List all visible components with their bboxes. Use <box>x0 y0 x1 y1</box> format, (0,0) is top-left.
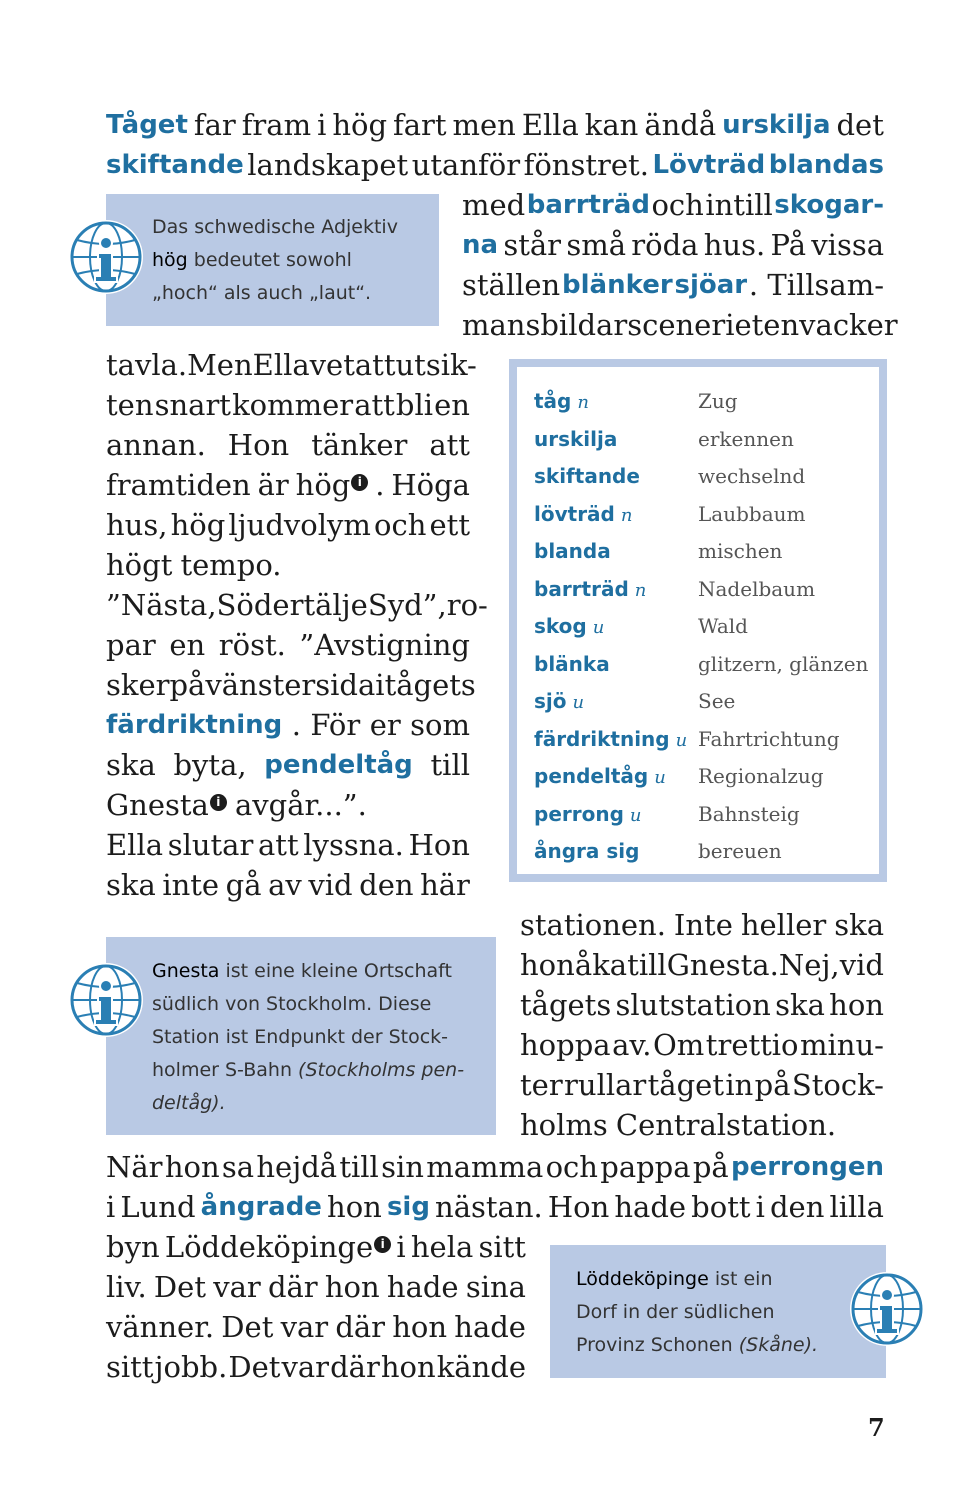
word: bott <box>691 1190 751 1224</box>
body-line <box>106 345 477 385</box>
body-line <box>106 1267 526 1307</box>
vocab-word <box>534 533 611 569</box>
word: framtiden <box>106 468 251 502</box>
body-line <box>462 185 884 225</box>
info-line <box>152 277 398 310</box>
vocab-translation: Fahrtrichtung <box>698 726 840 751</box>
word: intill <box>705 188 773 222</box>
vocab-translation: erkennen <box>698 426 794 451</box>
word: hela <box>410 1230 474 1264</box>
word: står <box>503 228 562 262</box>
info-text-gnesta <box>152 955 464 1120</box>
word: Det <box>228 1350 281 1384</box>
body-line <box>106 1187 884 1227</box>
vocab-keyword: ångrade <box>200 1192 322 1222</box>
word: där <box>267 1270 318 1304</box>
vocab-word-text: pendeltåg <box>534 764 649 788</box>
word: att <box>354 348 396 382</box>
body-line <box>106 705 470 745</box>
word: hon <box>324 1270 380 1304</box>
word: här <box>420 868 470 902</box>
word: inte <box>162 868 220 902</box>
word: ter <box>520 1068 563 1102</box>
word: Syd”, <box>367 588 447 622</box>
vocab-translation: See <box>698 689 736 713</box>
word: vid <box>839 948 884 982</box>
vocab-translation: glitzern, glänzen <box>698 651 869 676</box>
word: i <box>375 668 385 702</box>
word: tänker <box>311 428 408 462</box>
body-line <box>520 985 884 1025</box>
word: Gnesta. <box>666 948 779 982</box>
word: bli <box>395 388 434 422</box>
body-line <box>106 1347 526 1387</box>
word: i <box>755 1190 765 1224</box>
word: hon <box>164 1150 220 1184</box>
word: till <box>430 748 470 782</box>
word: utanför <box>411 148 521 182</box>
body-line <box>520 905 884 945</box>
word: den <box>359 868 414 902</box>
word: i <box>317 108 327 142</box>
body-line <box>462 305 898 345</box>
word: fart <box>392 108 447 142</box>
info-line <box>152 1021 464 1054</box>
info-globe-icon <box>850 1272 924 1346</box>
vocab-word-text: färdriktning <box>534 726 670 751</box>
word: kommer <box>232 388 354 422</box>
word: hoppa <box>520 1028 611 1062</box>
vocab-keyword: blandas <box>768 150 884 180</box>
info-text: Provinz Schonen <box>576 1334 739 1356</box>
info-text-loeddekoepinge <box>576 1263 818 1362</box>
vocab-word <box>534 496 632 534</box>
vocab-word <box>534 571 646 609</box>
word: Stock- <box>791 1068 884 1102</box>
word: fönstret. <box>523 148 649 182</box>
word: tavla. <box>106 348 188 382</box>
word: vissa <box>811 228 884 262</box>
body-line <box>106 105 884 145</box>
vocab-word <box>534 721 687 759</box>
vocab-keyword: barrträd <box>526 190 650 220</box>
word: Men <box>187 348 253 382</box>
vocab-keyword: blänker <box>562 270 673 300</box>
info-text: südlich von Stockholm. Diese <box>152 993 432 1015</box>
body-line <box>106 465 470 505</box>
word: Det <box>221 1310 274 1344</box>
word: ändå <box>644 108 717 142</box>
word: lilla <box>829 1190 884 1224</box>
word: var <box>281 1350 330 1384</box>
word: röda <box>631 228 699 262</box>
vocab-word-text: lövträd <box>534 501 615 526</box>
word: landskapet <box>247 148 409 182</box>
word: byn <box>106 1230 160 1264</box>
word: Höga <box>391 468 470 502</box>
word: av <box>268 868 302 902</box>
word: slutar <box>167 828 254 862</box>
word: rullar <box>564 1068 647 1102</box>
word: Ella <box>521 108 579 142</box>
vocab-gender: u <box>675 729 688 751</box>
word: hon <box>327 1190 382 1224</box>
info-term: hög <box>152 249 188 271</box>
info-text: (Stockholms pen- <box>298 1059 465 1081</box>
info-text: Das schwedische Adjektiv <box>152 216 398 238</box>
info-line <box>152 988 464 1021</box>
word: där <box>335 1310 386 1344</box>
word: . Tillsam- <box>748 268 884 302</box>
word: vid <box>308 868 353 902</box>
word: att <box>258 828 299 862</box>
word: en <box>169 628 206 662</box>
body-line <box>106 545 470 585</box>
word: till <box>339 1150 379 1184</box>
body-line <box>106 865 470 905</box>
word: kände <box>436 1350 526 1384</box>
word: Löddeköpinge i <box>165 1227 391 1267</box>
word: par <box>106 628 156 662</box>
vocab-word <box>534 383 589 421</box>
info-text: (Skåne). <box>738 1334 819 1356</box>
word: åka <box>574 948 628 982</box>
info-line <box>152 211 398 244</box>
info-term: Löddeköpinge <box>576 1268 709 1290</box>
word: till <box>627 948 667 982</box>
info-line <box>152 1087 464 1120</box>
info-line <box>152 1054 464 1087</box>
word: Det <box>153 1270 206 1304</box>
info-marker-icon: i <box>374 1236 391 1253</box>
info-line <box>576 1296 818 1329</box>
word: det <box>836 108 884 142</box>
body-line <box>106 1227 526 1267</box>
vocab-translation: bereuen <box>698 839 782 863</box>
word: För <box>310 708 361 742</box>
word: tåget <box>647 1068 724 1102</box>
word: men <box>452 108 516 142</box>
vocab-word <box>534 758 666 796</box>
word: tågets <box>384 668 476 702</box>
word: sitt <box>106 1350 154 1384</box>
word: Inte <box>673 908 733 942</box>
body-line <box>106 785 470 825</box>
word: gå <box>225 868 262 902</box>
word: Om <box>653 1028 705 1062</box>
vocab-translation: Wald <box>698 614 748 638</box>
word: hejdå <box>256 1150 338 1184</box>
word: Lund <box>120 1190 196 1224</box>
body-line <box>106 625 470 665</box>
word: tempo. <box>180 548 282 582</box>
vocab-word-text: ångra sig <box>534 839 640 863</box>
word: ljudvolym <box>228 508 371 542</box>
vocab-keyword: färdriktning <box>106 710 283 740</box>
word: med <box>462 188 526 222</box>
word: hög <box>332 108 388 142</box>
word: ”Nästa, <box>106 588 217 622</box>
vocab-word <box>534 833 639 869</box>
word: sida <box>315 668 376 702</box>
info-globe-icon <box>69 963 143 1037</box>
word: kan <box>584 108 639 142</box>
body-line <box>520 1065 884 1105</box>
body-line <box>106 505 470 545</box>
vocab-word-text: urskilja <box>534 426 618 451</box>
vocab-word <box>534 421 617 457</box>
word: på <box>754 1068 791 1102</box>
word: mans <box>462 308 541 342</box>
info-line <box>576 1329 818 1362</box>
word: hade <box>614 1190 687 1224</box>
word: . <box>291 708 301 742</box>
word: på <box>692 1150 729 1184</box>
info-text: Dorf in der südlichen <box>576 1301 775 1323</box>
word: hon <box>829 988 884 1022</box>
word: ska <box>106 748 156 782</box>
vocab-gender: u <box>629 804 642 826</box>
vocab-word-text: skog <box>534 614 587 638</box>
word: nästan. <box>435 1190 543 1224</box>
info-line <box>152 955 464 988</box>
vocab-keyword: perrongen <box>730 1152 884 1182</box>
vocab-keyword: na <box>462 230 499 260</box>
word: vänster <box>205 668 316 702</box>
vocab-translation: wechselnd <box>698 464 806 488</box>
body-line <box>520 945 884 985</box>
word: in <box>725 1068 754 1102</box>
vocab-translation: Bahnsteig <box>698 801 800 826</box>
word: i <box>106 1190 116 1224</box>
word: hade <box>386 1270 459 1304</box>
body-line <box>106 585 488 625</box>
vocab-translation: Regionalzug <box>698 764 824 788</box>
info-globe-icon <box>69 220 143 294</box>
vocab-word <box>534 683 584 721</box>
vocab-word <box>534 646 610 682</box>
vocab-translation: mischen <box>698 539 783 563</box>
word: slutstation <box>615 988 771 1022</box>
word: ska <box>106 868 156 902</box>
vocab-keyword: urskilja <box>722 110 831 140</box>
word: hög i <box>296 465 369 505</box>
word: ska <box>775 988 825 1022</box>
vocab-gender: n <box>634 579 647 601</box>
info-marker-icon: i <box>210 794 227 811</box>
word: Gnesta i <box>106 785 227 825</box>
word: sa <box>221 1150 255 1184</box>
word: byta, <box>173 748 247 782</box>
word: Centralstation. <box>615 1108 837 1142</box>
page-number: 7 <box>868 1413 885 1442</box>
vocab-keyword: pendeltåg <box>264 750 413 780</box>
word: röst. <box>218 628 286 662</box>
vocab-word-text: skiftande <box>534 464 640 488</box>
word: vacker <box>799 308 898 342</box>
word: var <box>280 1310 329 1344</box>
word: far <box>193 108 236 142</box>
word: mamma <box>426 1150 544 1184</box>
word: Nej, <box>778 948 840 982</box>
word: av. <box>612 1028 652 1062</box>
word: jobb. <box>154 1350 228 1384</box>
vocab-gender: n <box>577 392 589 413</box>
vocab-gender: u <box>592 617 605 638</box>
body-line <box>106 425 470 465</box>
vocab-word-text: blanda <box>534 539 611 563</box>
word: När <box>106 1150 163 1184</box>
word: den <box>769 1190 825 1224</box>
vocab-translation: Laubbaum <box>698 501 806 526</box>
word: små <box>566 228 626 262</box>
vocab-word-text: barrträd <box>534 576 629 601</box>
vocab-keyword: skiftande <box>106 150 244 180</box>
word: hon <box>520 948 575 982</box>
info-text: holmer S-Bahn <box>152 1059 299 1081</box>
word: ”Avstigning <box>299 628 470 662</box>
vocab-word-text: perrong <box>534 801 624 826</box>
word: Hon <box>408 828 470 862</box>
word: sker <box>106 668 170 702</box>
word: en <box>763 308 800 342</box>
word: i <box>396 1230 406 1264</box>
vocab-keyword: skogar- <box>774 190 884 220</box>
body-line <box>106 1307 526 1347</box>
word: ten <box>106 388 154 422</box>
word: Hon <box>547 1190 610 1224</box>
info-marker-icon: i <box>351 474 368 491</box>
vocab-keyword: Lövträd <box>652 150 766 180</box>
word: ro- <box>446 588 488 622</box>
word: fram <box>241 108 312 142</box>
word: avgår...”. <box>234 788 367 822</box>
word: att <box>429 428 470 462</box>
body-line <box>520 1025 884 1065</box>
body-line <box>106 145 884 185</box>
word: och <box>374 508 427 542</box>
body-line <box>106 825 470 865</box>
info-text: „hoch“ als auch „laut“. <box>152 282 372 304</box>
word: Södertälje <box>216 588 368 622</box>
word: där <box>330 1350 380 1384</box>
vocab-translation: Zug <box>698 389 738 413</box>
word: vet <box>309 348 355 382</box>
info-text: Station ist Endpunkt der Stock- <box>152 1026 449 1048</box>
body-line <box>106 385 470 425</box>
word: att <box>354 388 395 422</box>
body-line <box>462 265 884 305</box>
info-text: deltåg). <box>152 1092 226 1114</box>
word: högt <box>106 548 173 582</box>
word: sitt <box>478 1230 526 1264</box>
word: snart <box>154 388 231 422</box>
vocab-word <box>534 796 642 834</box>
word: hade <box>454 1310 526 1344</box>
word: pappa <box>600 1150 691 1184</box>
vocab-word-text: sjö <box>534 689 567 713</box>
word: är <box>257 468 289 502</box>
vocab-gender: n <box>620 504 633 526</box>
word: På <box>770 228 806 262</box>
word: utsik- <box>395 348 477 382</box>
word: heller <box>740 908 827 942</box>
word: vänner. <box>106 1310 215 1344</box>
info-text: ist eine kleine Ortschaft <box>219 960 452 982</box>
word: liv. <box>106 1270 147 1304</box>
vocab-gender: u <box>654 767 666 788</box>
word: Ella <box>106 828 164 862</box>
word: hög <box>170 508 226 542</box>
vocab-word-text: tåg <box>534 389 572 413</box>
word: en <box>434 388 470 422</box>
word: lyssna. <box>303 828 404 862</box>
vocab-word <box>534 608 604 646</box>
info-term: Gnesta <box>152 960 220 982</box>
body-line <box>106 745 470 785</box>
word: och <box>545 1150 598 1184</box>
word: ska <box>834 908 884 942</box>
word: tågets <box>520 988 612 1022</box>
vocabulary-box <box>509 359 887 882</box>
word: sina <box>465 1270 526 1304</box>
word: var <box>213 1270 261 1304</box>
word: ett <box>429 508 470 542</box>
vocab-word-text: blänka <box>534 651 610 676</box>
vocab-keyword: sig <box>386 1192 430 1222</box>
word: hus. <box>703 228 766 262</box>
vocab-gender: u <box>572 692 585 713</box>
word: holms <box>520 1108 608 1142</box>
word: er <box>369 708 401 742</box>
vocab-translation: Nadelbaum <box>698 576 816 601</box>
vocab-keyword: sjöar <box>674 270 748 300</box>
word: minu- <box>800 1028 884 1062</box>
word: sin <box>381 1150 424 1184</box>
info-line <box>576 1263 818 1296</box>
word: hus, <box>106 508 168 542</box>
word: Hon <box>227 428 290 462</box>
info-text: ist ein <box>708 1268 773 1290</box>
word: hon <box>392 1310 448 1344</box>
word: på <box>169 668 206 702</box>
info-line <box>152 244 398 277</box>
word: som <box>410 708 470 742</box>
body-line <box>462 225 884 265</box>
word: trettio <box>705 1028 799 1062</box>
word: stationen. <box>520 908 666 942</box>
word: Ella <box>252 348 310 382</box>
body-line <box>106 665 476 705</box>
word: . <box>375 468 385 502</box>
word: sceneriet <box>627 308 764 342</box>
vocabulary-list <box>517 367 879 874</box>
word: hon <box>380 1350 436 1384</box>
body-line <box>106 1147 884 1187</box>
word: bildar <box>540 308 628 342</box>
info-text-hoeg <box>152 211 398 310</box>
vocab-word <box>534 458 640 494</box>
body-line <box>520 1105 884 1145</box>
word: ställen <box>462 268 561 302</box>
vocab-keyword: Tåget <box>106 110 188 140</box>
info-text: bedeutet sowohl <box>187 249 352 271</box>
word: och <box>651 188 704 222</box>
word: annan. <box>106 428 206 462</box>
